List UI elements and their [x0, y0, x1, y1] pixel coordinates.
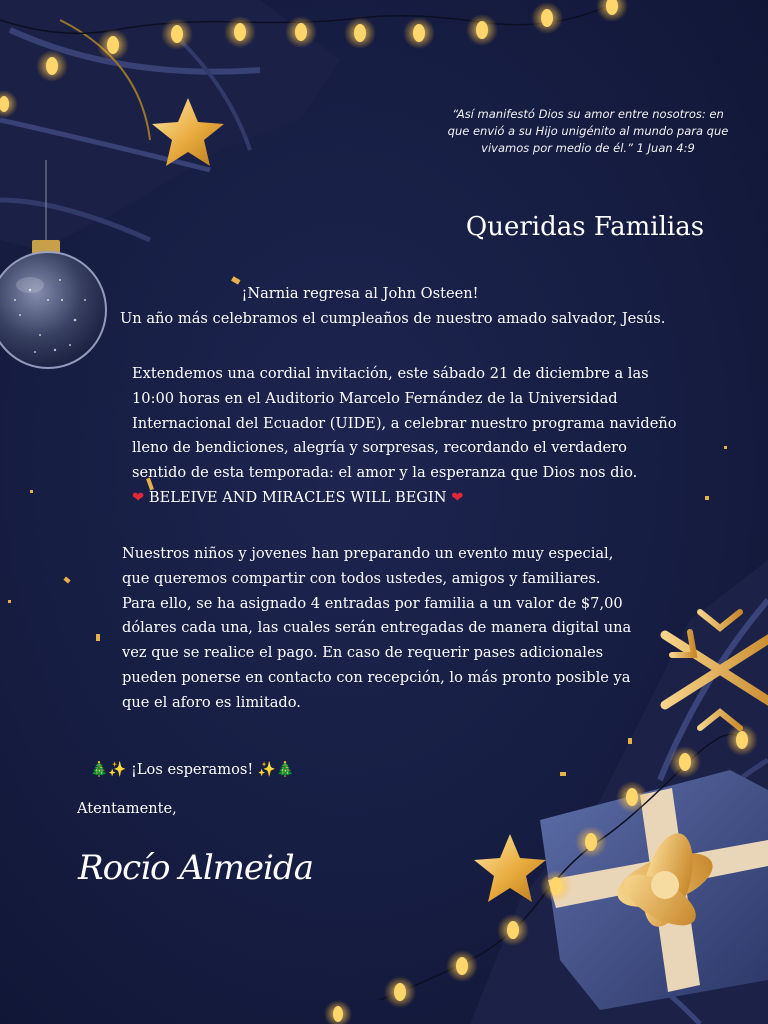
details-line: Para ello, se ha asignado 4 entradas por familia a un valor de $7,00 [122, 594, 623, 612]
details-line: que queremos compartir con todos ustedes, amigos y familiares. [122, 569, 601, 587]
motto-text: BELEIVE AND MIRACLES WILL BEGIN [148, 488, 447, 506]
details-line: Nuestros niños y jovenes han preparando un evento muy especial, [122, 545, 614, 562]
invitation-line: Internacional del Ecuador (UIDE), a celebrar nuestro programa navideño [132, 414, 677, 432]
intro-paragraph [120, 282, 666, 332]
closing-wait-text: ¡Los esperamos! [130, 761, 254, 778]
intro-line: Un año más celebramos el cumpleaños de nuestro amado salvador, Jesús. [120, 309, 666, 327]
closing-wait [90, 760, 294, 778]
page-title: Queridas Familias [465, 212, 705, 242]
bible-verse: “Así manifestó Dios su amor entre nosotros: en que envió a su Hijo unigénito al mundo para que vivamos por medio de él.” 1 Juan 4:9 [447, 107, 729, 155]
motto-line [132, 486, 692, 511]
invitation-line: sentido de esta temporada: el amor y la esperanza que Dios nos dio. [132, 464, 638, 482]
invitation-line: lleno de bendiciones, alegría y sorpresas, recordando el verdadero [132, 439, 627, 457]
intro-line: ¡Narnia regresa al John Osteen! [241, 285, 479, 302]
invitation-line: Extendemos una cordial invitación, este sábado 21 de diciembre a las [132, 365, 649, 382]
heart-icon: ❤ [451, 488, 464, 506]
christmas-tree-icon: 🎄 [90, 761, 109, 778]
invitation-paragraph [132, 362, 692, 511]
gift-box-icon [540, 770, 768, 1010]
sparkles-icon: ✨ [108, 761, 127, 778]
invitation-line: 10:00 horas en el Auditorio Marcelo Fernández de la Universidad [132, 389, 618, 407]
signature: Rocío Almeida [78, 848, 313, 888]
details-paragraph [122, 542, 662, 716]
details-line: pueden ponerse en contacto con recepción, lo más pronto posible ya [122, 668, 631, 686]
details-line: que el aforo es limitado. [122, 693, 301, 711]
heart-icon: ❤ [132, 488, 145, 506]
sparkles-icon: ✨ [257, 761, 277, 778]
details-line: dólares cada una, las cuales serán entregadas de manera digital una [122, 619, 632, 637]
christmas-tree-icon: 🎄 [276, 761, 295, 778]
details-line: vez que se realice el pago. En caso de requerir pases adicionales [122, 644, 604, 662]
closing-regards: Atentamente, [77, 800, 177, 817]
